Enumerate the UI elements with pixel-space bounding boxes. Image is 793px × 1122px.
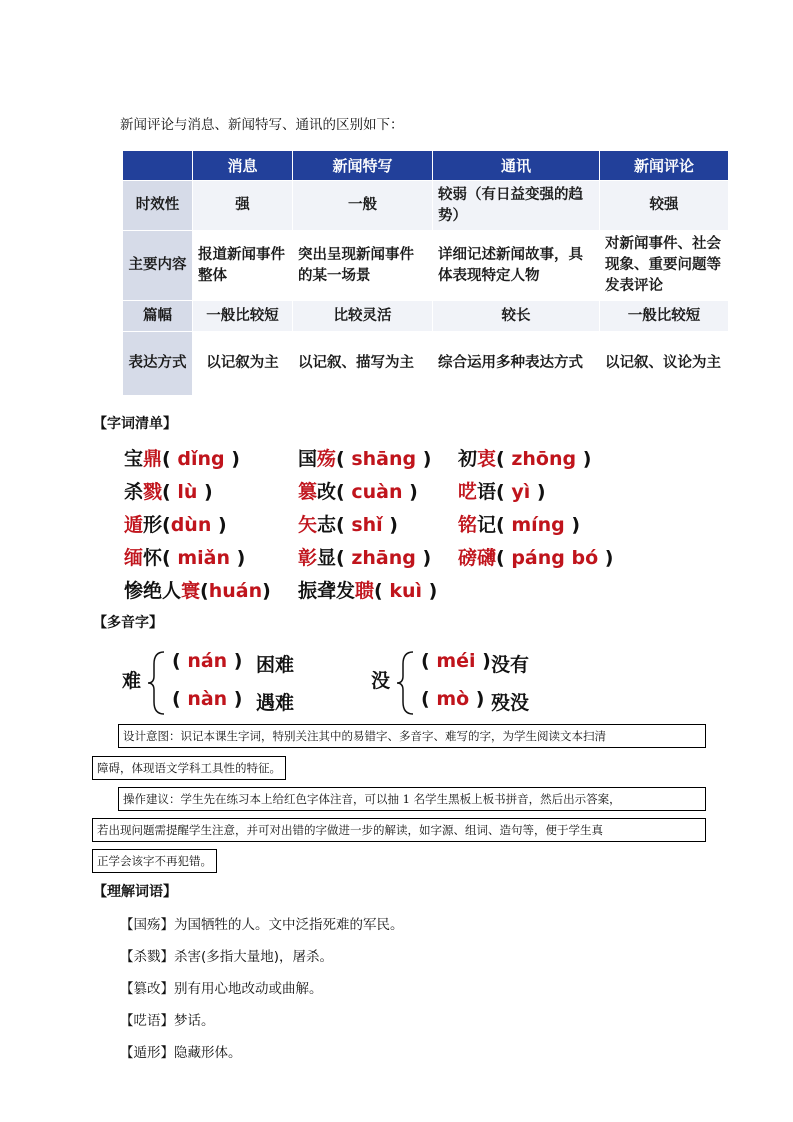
vocab-text: ) [211, 514, 227, 536]
vocab-target-char: 遁 [124, 514, 144, 536]
vocab-target-char: 呓 [458, 481, 478, 503]
vocab-text: 国 [298, 448, 318, 470]
vocab-text: ) [382, 514, 398, 536]
vocab-text: 形( [143, 514, 171, 536]
section-heading-polyphone: 【多音字】 [93, 615, 163, 631]
section-heading-vocab: 【字词清单】 [93, 416, 177, 432]
vocab-text: ) [564, 514, 581, 536]
vocab-pinyin: zhāng [351, 547, 416, 569]
table-cell: 较弱（有日益变强的趋势） [433, 181, 600, 231]
table-cell: 比较灵活 [293, 301, 433, 332]
vocab-text: 志( [317, 514, 352, 536]
polyphone-char: 难 [122, 670, 142, 692]
table-cell: 报道新闻事件整体 [193, 231, 293, 301]
vocab-text: 杀 [124, 481, 144, 503]
vocab-target-char: 缅 [124, 547, 144, 569]
table-cell: 突出呈现新闻事件的某一场景 [293, 231, 433, 301]
vocab-text: ( [496, 448, 512, 470]
table-header: 新闻特写 [293, 151, 433, 181]
table-cell: 综合运用多种表达方式 [433, 332, 600, 396]
row-label: 表达方式 [123, 332, 193, 396]
vocab-text: ) [224, 448, 240, 470]
table-cell: 以记叙为主 [193, 332, 293, 396]
definition-item: 【遁形】隐藏形体。 [120, 1045, 242, 1061]
vocab-item [298, 543, 431, 570]
vocab-pinyin: huán [208, 580, 263, 602]
operation-note-line2: 若出现问题需提醒学生注意，并可对出错的字做进一步的解读，如字源、组词、造句等，便于学生真 [92, 818, 706, 842]
vocab-item [124, 576, 271, 603]
polyphone-pinyin: mò [436, 688, 470, 710]
polyphone-char: 没 [371, 670, 391, 692]
vocab-text: ( [374, 580, 390, 602]
definition-item: 【杀戮】杀害(多指大量地)，屠杀。 [120, 949, 334, 965]
polyphone-group: 没 ( méi ) 没有 ( mò ) 殁没 [371, 648, 571, 718]
vocab-text: ( [496, 547, 512, 569]
vocab-text: 初 [458, 448, 478, 470]
table-cell: 较长 [433, 301, 600, 332]
vocab-target-char: 殇 [317, 448, 337, 470]
vocab-text: ) [422, 580, 438, 602]
vocab-item [298, 576, 437, 603]
vocab-target-char: 铭 [458, 514, 478, 536]
vocab-text: 振聋发 [298, 580, 356, 602]
vocab-pinyin: yì [511, 481, 531, 503]
definition-item: 【呓语】梦话。 [120, 1013, 215, 1029]
row-label: 主要内容 [123, 231, 193, 301]
vocab-target-char: 彰 [298, 547, 318, 569]
vocab-target-char: 寰 [181, 580, 201, 602]
vocab-target-char: 磅礴 [458, 547, 497, 569]
table-row [123, 332, 729, 396]
vocab-text: ) [402, 481, 418, 503]
vocab-text: 改( [317, 481, 352, 503]
brace-icon [146, 648, 166, 718]
vocab-target-char: 衷 [477, 448, 497, 470]
vocab-pinyin: dǐng [177, 448, 225, 470]
table-cell: 以记叙、议论为主 [600, 332, 729, 396]
vocab-text: 宝 [124, 448, 144, 470]
table-cell: 对新闻事件、社会现象、重要问题等发表评论 [600, 231, 729, 301]
table-cell: 较强 [600, 181, 729, 231]
vocab-text: ) [230, 547, 246, 569]
polyphone-group: 难 ( nán ) 困难 ( nàn ) 遇难 [122, 648, 322, 718]
vocab-pinyin: zhōng [511, 448, 577, 470]
polyphone-word: 殁没 [491, 692, 530, 714]
vocab-item [298, 477, 418, 504]
comparison-table [122, 150, 729, 396]
polyphone-word: 遇难 [256, 692, 295, 714]
vocab-target-char: 聩 [355, 580, 375, 602]
table-cell: 一般比较短 [193, 301, 293, 332]
vocab-item [124, 444, 240, 471]
vocab-item [458, 477, 546, 504]
vocab-pinyin: lù [177, 481, 198, 503]
brace-icon [395, 648, 415, 718]
table-row [123, 181, 729, 231]
vocab-item [458, 510, 580, 537]
table-cell: 一般比较短 [600, 301, 729, 332]
vocab-text: ) [415, 547, 432, 569]
vocab-pinyin: míng [511, 514, 565, 536]
table-header: 消息 [193, 151, 293, 181]
definition-item: 【国殇】为国牺牲的人。文中泛指死难的军民。 [120, 917, 404, 933]
vocab-target-char: 戮 [143, 481, 163, 503]
table-row [123, 231, 729, 301]
vocab-text: ) [530, 481, 546, 503]
vocab-text: 记( [477, 514, 512, 536]
row-label: 时效性 [123, 181, 193, 231]
vocab-text: ( [200, 580, 209, 602]
vocab-text: ( [162, 448, 178, 470]
table-header: 新闻评论 [600, 151, 729, 181]
vocab-pinyin: cuàn [351, 481, 403, 503]
vocab-text: ) [416, 448, 432, 470]
vocab-text: 显( [317, 547, 352, 569]
polyphone-pinyin: méi [436, 650, 476, 672]
vocab-text: ) [598, 547, 614, 569]
vocab-pinyin: páng bó [511, 547, 599, 569]
vocab-pinyin: shāng [351, 448, 417, 470]
polyphone-word: 困难 [256, 654, 295, 676]
vocab-pinyin: miǎn [177, 547, 230, 569]
vocab-text: ( [162, 481, 178, 503]
row-label: 篇幅 [123, 301, 193, 332]
table-corner [123, 151, 193, 181]
vocab-pinyin: shǐ [351, 514, 383, 536]
vocab-target-char: 篡 [298, 481, 318, 503]
vocab-text: 惨绝人 [124, 580, 182, 602]
vocab-item [124, 543, 245, 570]
vocab-text: ) [197, 481, 213, 503]
table-header: 通讯 [433, 151, 600, 181]
vocab-text: ) [262, 580, 271, 602]
vocab-item [458, 444, 591, 471]
vocab-text: ) [576, 448, 592, 470]
vocab-item [298, 444, 431, 471]
design-note-line2: 障碍，体现语文学科工具性的特征。 [92, 756, 286, 780]
vocab-item [458, 543, 613, 570]
intro-text: 新闻评论与消息、新闻特写、通讯的区别如下： [120, 117, 404, 133]
section-heading-understand: 【理解词语】 [93, 884, 177, 900]
vocab-text: ( [336, 448, 352, 470]
operation-note-line3: 正学会该字不再犯错。 [92, 849, 217, 873]
table-cell: 一般 [293, 181, 433, 231]
table-row [123, 301, 729, 332]
table-cell: 强 [193, 181, 293, 231]
vocab-item [298, 510, 398, 537]
vocab-pinyin: dùn [170, 514, 212, 536]
polyphone-pinyin: nàn [187, 688, 228, 710]
vocab-item [124, 477, 213, 504]
design-note-line1: 设计意图：识记本课生字词，特别关注其中的易错字、多音字、难写的字，为学生阅读文本扫清 [118, 724, 706, 748]
vocab-text: 怀( [143, 547, 178, 569]
vocab-target-char: 鼎 [143, 448, 163, 470]
operation-note-line1: 操作建议：学生先在练习本上给红色字体注音，可以抽 1 名学生黑板上板书拼音，然后出示答案， [118, 787, 706, 811]
table-cell: 以记叙、描写为主 [293, 332, 433, 396]
vocab-target-char: 矢 [298, 514, 318, 536]
polyphone-word: 没有 [491, 654, 530, 676]
definition-item: 【篡改】别有用心地改动或曲解。 [120, 981, 323, 997]
vocab-pinyin: kuì [389, 580, 423, 602]
table-header-row [123, 151, 729, 181]
vocab-item [124, 510, 227, 537]
table-cell: 详细记述新闻故事，具体表现特定人物 [433, 231, 600, 301]
vocab-text: 语( [477, 481, 512, 503]
polyphone-pinyin: nán [187, 650, 228, 672]
